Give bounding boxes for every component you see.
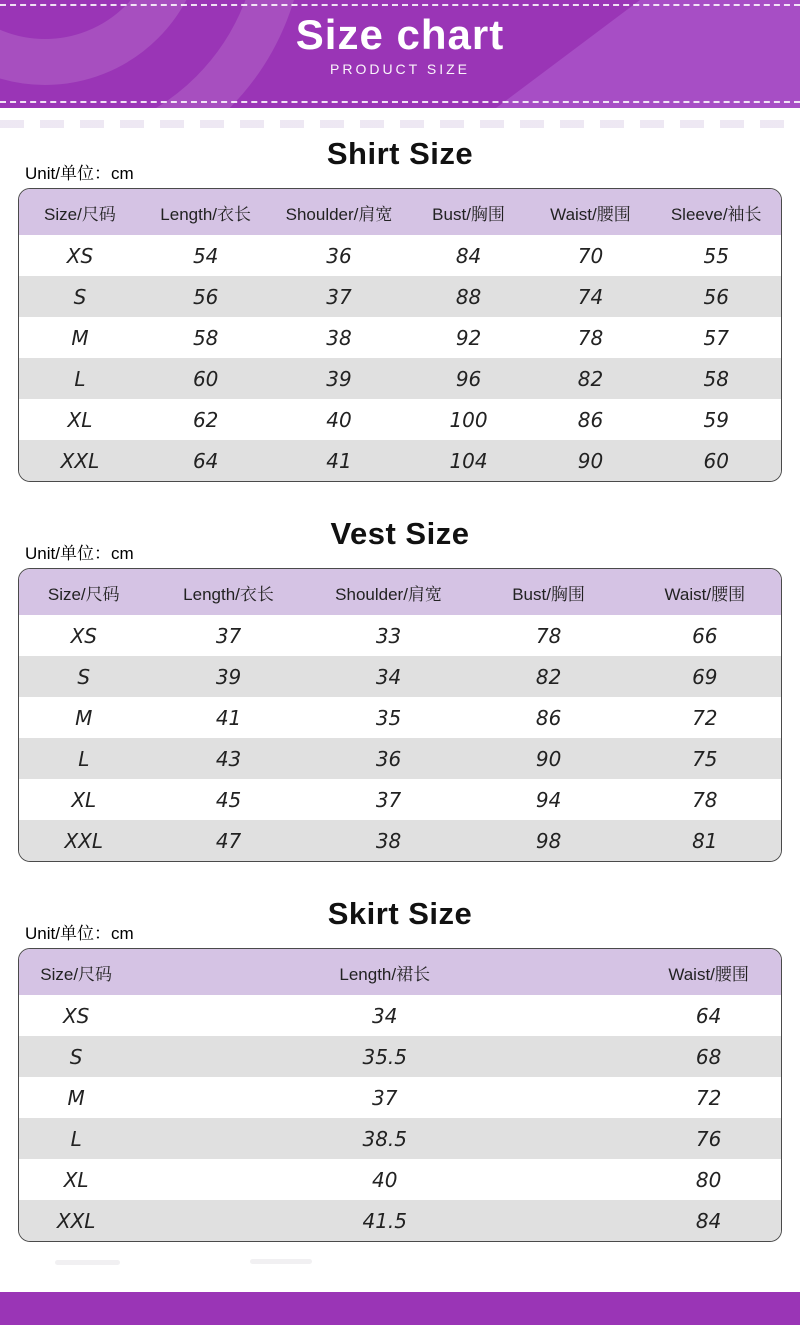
- value-cell: 60: [651, 440, 781, 481]
- column-header: Waist/腰围: [636, 949, 781, 995]
- section-vest-size: [0, 510, 800, 862]
- value-cell: 54: [192, 243, 219, 268]
- size-cell: L: [19, 738, 149, 779]
- size-cell: M: [75, 705, 93, 730]
- table-row: [19, 697, 781, 738]
- value-cell: 38.5: [133, 1118, 636, 1159]
- value-cell: 34: [372, 1003, 398, 1028]
- size-cell: M: [67, 1085, 85, 1110]
- banner: [0, 0, 800, 108]
- value-cell: 96: [408, 358, 530, 399]
- size-cell: XS: [62, 1003, 90, 1028]
- value-cell: 59: [703, 407, 729, 432]
- value-cell: 64: [141, 440, 271, 481]
- value-cell: 92: [455, 325, 482, 350]
- size-cell: L: [19, 358, 141, 399]
- value-cell: 41.5: [133, 1200, 636, 1241]
- value-cell: 33: [375, 623, 402, 648]
- value-cell: 84: [455, 243, 482, 268]
- value-cell: 56: [651, 276, 781, 317]
- value-cell: 37: [270, 276, 407, 317]
- section-title: Skirt Size: [327, 896, 473, 931]
- value-cell: 78: [577, 325, 604, 350]
- page-subtitle: PRODUCT SIZE: [330, 61, 470, 78]
- section-head: [0, 890, 800, 948]
- value-cell: 37: [215, 623, 242, 648]
- value-cell: 72: [695, 1085, 722, 1110]
- size-cell: XS: [70, 623, 97, 648]
- table-row: [19, 317, 781, 358]
- value-cell: 41: [270, 440, 407, 481]
- value-cell: 38: [309, 820, 469, 861]
- value-cell: 35.5: [133, 1036, 636, 1077]
- value-cell: 68: [636, 1036, 781, 1077]
- size-cell: L: [19, 1118, 133, 1159]
- size-cell: XXL: [19, 820, 149, 861]
- size-cell: XL: [71, 787, 97, 812]
- size-cell: XXL: [19, 1200, 133, 1241]
- value-cell: 43: [149, 738, 309, 779]
- size-table-wrap: [18, 948, 782, 1242]
- value-cell: 86: [577, 407, 604, 432]
- value-cell: 74: [530, 276, 652, 317]
- banner-dashed-line-bottom: [0, 101, 800, 103]
- column-header: Size/尺码: [19, 949, 133, 995]
- section-head: [0, 130, 800, 188]
- table-row: [19, 440, 781, 481]
- value-cell: 57: [703, 325, 729, 350]
- header-row: [19, 949, 781, 995]
- artifact-smudge: [55, 1260, 120, 1265]
- column-header: Shoulder/肩宽: [309, 569, 469, 615]
- size-table-wrap: [18, 568, 782, 862]
- value-cell: 100: [449, 407, 488, 432]
- table-row: [19, 1118, 781, 1159]
- size-cell: XL: [63, 1167, 89, 1192]
- value-cell: 90: [469, 738, 629, 779]
- value-cell: 58: [651, 358, 781, 399]
- column-header: Size/尺码: [19, 189, 141, 235]
- unit-label: Unit/单位：cm: [25, 164, 134, 183]
- value-cell: 58: [192, 325, 219, 350]
- value-cell: 36: [326, 243, 352, 268]
- table-row: [19, 820, 781, 861]
- value-cell: 45: [215, 787, 242, 812]
- size-cell: M: [71, 325, 89, 350]
- column-header: Length/裙长: [133, 949, 636, 995]
- section-shirt-size: [0, 130, 800, 482]
- size-cell: XL: [67, 407, 93, 432]
- column-header: Sleeve/袖长: [651, 189, 781, 235]
- value-cell: 35: [375, 705, 402, 730]
- value-cell: 36: [309, 738, 469, 779]
- value-cell: 34: [309, 656, 469, 697]
- value-cell: 82: [530, 358, 652, 399]
- unit-label: Unit/单位：cm: [25, 924, 134, 943]
- column-header: Length/衣长: [141, 189, 271, 235]
- value-cell: 88: [408, 276, 530, 317]
- size-cell: S: [19, 1036, 133, 1077]
- value-cell: 41: [215, 705, 242, 730]
- value-cell: 60: [141, 358, 271, 399]
- table-row: [19, 1159, 781, 1200]
- value-cell: 37: [375, 787, 402, 812]
- value-cell: 76: [636, 1118, 781, 1159]
- perforation-divider: [0, 120, 800, 128]
- column-header: Bust/胸围: [469, 569, 629, 615]
- table-row: [19, 779, 781, 820]
- value-cell: 56: [141, 276, 271, 317]
- table-row: [19, 235, 781, 276]
- value-cell: 104: [408, 440, 530, 481]
- footer-bar: [0, 1292, 800, 1325]
- table-row: [19, 995, 781, 1036]
- value-cell: 86: [535, 705, 562, 730]
- column-header: Length/衣长: [149, 569, 309, 615]
- table-row: [19, 1036, 781, 1077]
- column-header: Bust/胸围: [408, 189, 530, 235]
- size-cell: S: [19, 656, 149, 697]
- size-table: [19, 569, 781, 861]
- table-row: [19, 399, 781, 440]
- size-table: [19, 189, 781, 481]
- table-row: [19, 615, 781, 656]
- value-cell: 40: [372, 1167, 398, 1192]
- column-header: Waist/腰围: [530, 189, 652, 235]
- value-cell: 39: [149, 656, 309, 697]
- value-cell: 69: [629, 656, 781, 697]
- value-cell: 40: [326, 407, 352, 432]
- size-table-wrap: [18, 188, 782, 482]
- table-row: [19, 1200, 781, 1241]
- value-cell: 78: [692, 787, 718, 812]
- table-row: [19, 358, 781, 399]
- value-cell: 82: [469, 656, 629, 697]
- column-header: Waist/腰围: [629, 569, 781, 615]
- size-cell: XS: [66, 243, 94, 268]
- value-cell: 47: [149, 820, 309, 861]
- value-cell: 66: [692, 623, 718, 648]
- column-header: Shoulder/肩宽: [270, 189, 407, 235]
- value-cell: 37: [372, 1085, 398, 1110]
- section-head: [0, 510, 800, 568]
- section-title: Shirt Size: [326, 136, 474, 171]
- artifact-smudge: [250, 1259, 312, 1264]
- page-title: Size chart: [295, 11, 505, 58]
- table-row: [19, 276, 781, 317]
- value-cell: 38: [326, 325, 352, 350]
- section-skirt-size: [0, 890, 800, 1242]
- header-row: [19, 189, 781, 235]
- value-cell: 81: [629, 820, 781, 861]
- value-cell: 84: [636, 1200, 781, 1241]
- value-cell: 62: [192, 407, 219, 432]
- value-cell: 78: [535, 623, 562, 648]
- column-header: Size/尺码: [19, 569, 149, 615]
- value-cell: 80: [695, 1167, 722, 1192]
- value-cell: 90: [530, 440, 652, 481]
- table-row: [19, 656, 781, 697]
- section-title: Vest Size: [330, 516, 470, 551]
- value-cell: 64: [695, 1003, 722, 1028]
- table-row: [19, 738, 781, 779]
- value-cell: 70: [577, 243, 604, 268]
- size-table: [19, 949, 781, 1241]
- size-cell: S: [19, 276, 141, 317]
- size-chart-sections: [0, 130, 800, 1242]
- size-cell: XXL: [19, 440, 141, 481]
- value-cell: 39: [270, 358, 407, 399]
- value-cell: 55: [703, 243, 729, 268]
- value-cell: 75: [629, 738, 781, 779]
- value-cell: 98: [469, 820, 629, 861]
- value-cell: 94: [535, 787, 562, 812]
- unit-label: Unit/单位：cm: [25, 544, 134, 563]
- value-cell: 72: [692, 705, 718, 730]
- table-row: [19, 1077, 781, 1118]
- header-row: [19, 569, 781, 615]
